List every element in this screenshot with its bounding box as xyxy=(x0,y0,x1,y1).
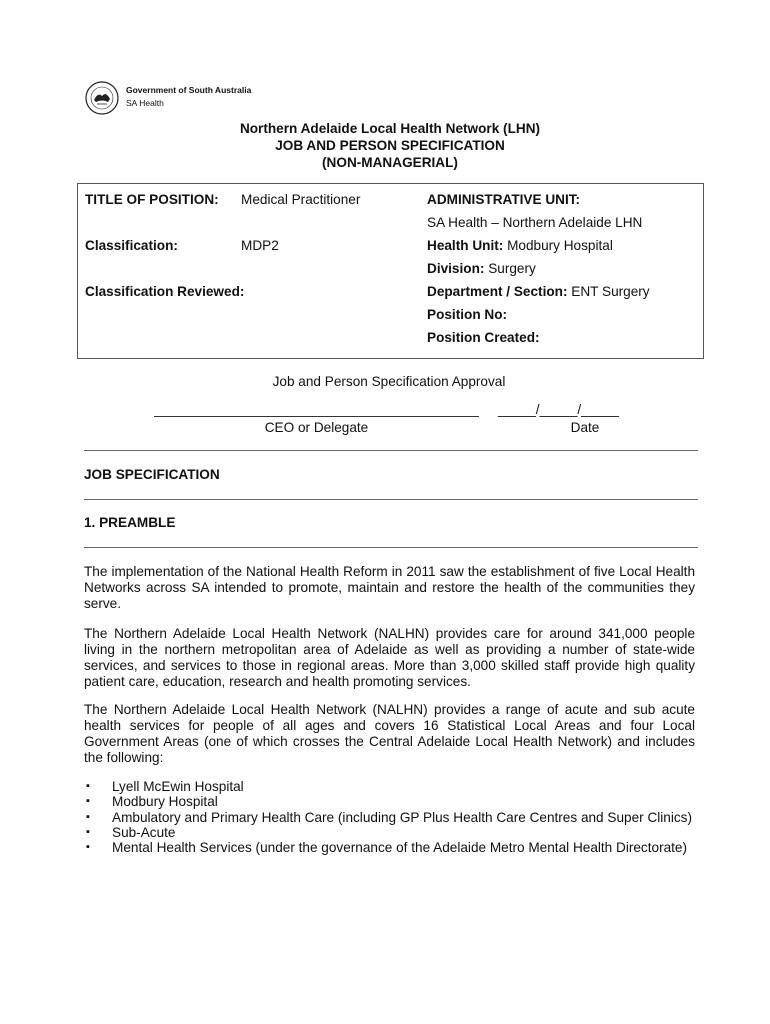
classification-reviewed-label: Classification Reviewed: xyxy=(85,284,245,299)
date-blank[interactable]: _____/_____/_____ xyxy=(498,402,619,417)
date-label: Date xyxy=(570,420,600,435)
classification-value: MDP2 xyxy=(241,238,279,253)
position-details-box xyxy=(77,183,704,359)
sa-crest-icon xyxy=(84,80,120,116)
divider xyxy=(84,450,698,451)
signature-line[interactable] xyxy=(154,416,479,417)
preamble-paragraph-3: The Northern Adelaide Local Health Network (NALHN) provides a range of acute and sub acute health services for people of all ages and covers 16 Statistical Local Areas and four Local Government Areas (one of which crosses the Central Adelaide Local Health Network) and includes the following: xyxy=(84,702,695,765)
facility-list xyxy=(84,779,695,855)
department-row xyxy=(427,284,650,299)
administrative-unit-label: ADMINISTRATIVE UNIT: xyxy=(427,192,581,207)
department-value: ENT Surgery xyxy=(571,284,650,299)
title-line-2: JOB AND PERSON SPECIFICATION xyxy=(275,138,505,153)
list-item: ▪ Sub-Acute xyxy=(84,825,695,840)
logo-sa-health-text: SA Health xyxy=(126,98,164,108)
title-of-position-label: TITLE OF POSITION: xyxy=(85,192,219,207)
classification-label: Classification: xyxy=(85,238,178,253)
divider xyxy=(84,499,698,500)
department-label: Department / Section: xyxy=(427,284,568,299)
job-specification-heading: JOB SPECIFICATION xyxy=(84,467,220,482)
health-unit-value: Modbury Hospital xyxy=(507,238,613,253)
division-label: Division: xyxy=(427,261,485,276)
approval-heading: Job and Person Specification Approval xyxy=(272,374,506,389)
sa-government-logo xyxy=(84,80,284,120)
preamble-paragraph-1: The implementation of the National Health Reform in 2011 saw the establishment of five Local Health Networks across SA intended to promote, maintain and restore the health of the communities they serve. xyxy=(84,564,695,611)
position-no-row: Position No: xyxy=(427,307,508,322)
title-line-3: (NON-MANAGERIAL) xyxy=(322,155,458,170)
preamble-heading: 1. PREAMBLE xyxy=(84,515,176,530)
division-value: Surgery xyxy=(488,261,536,276)
ceo-delegate-label: CEO or Delegate xyxy=(264,420,369,435)
list-item: ▪ Lyell McEwin Hospital xyxy=(84,779,695,794)
preamble-paragraph-2: The Northern Adelaide Local Health Network (NALHN) provides care for around 341,000 people living in the northern metropolitan area of Adelaide as well as providing a number of state-wide services, and services to those in regional areas. More than 3,000 skilled staff provide high quality patient care, education, research and health promoting services. xyxy=(84,626,695,689)
document-title xyxy=(0,120,770,171)
list-item: ▪ Ambulatory and Primary Health Care (including GP Plus Health Care Centres and Super Clinics) xyxy=(84,810,695,825)
position-created-row: Position Created: xyxy=(427,330,540,345)
title-line-1: Northern Adelaide Local Health Network (LHN) xyxy=(239,121,541,136)
health-unit-label: Health Unit: xyxy=(427,238,504,253)
list-item: ▪ Mental Health Services (under the governance of the Adelaide Metro Mental Health Directorate) xyxy=(84,840,695,855)
divider xyxy=(84,547,698,548)
title-of-position-value: Medical Practitioner xyxy=(241,192,361,207)
administrative-unit-value: SA Health – Northern Adelaide LHN xyxy=(427,215,643,230)
division-row xyxy=(427,261,536,276)
logo-government-text: Government of South Australia xyxy=(126,85,252,95)
list-item: ▪ Modbury Hospital xyxy=(84,794,695,809)
health-unit-row xyxy=(427,238,613,253)
